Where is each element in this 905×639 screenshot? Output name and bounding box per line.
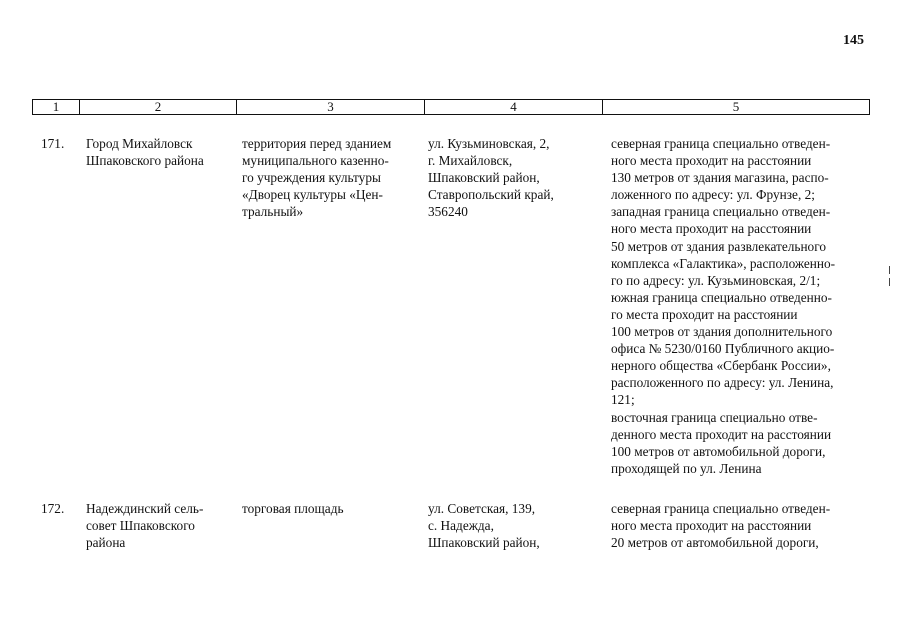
text-line: южная граница специально отведенно- [611, 289, 832, 305]
text-line: северная граница специально отведен- [611, 136, 831, 151]
row-number: 171. [41, 136, 65, 151]
text-line: тральный» [242, 204, 304, 220]
text-line: комплекса «Галактика», расположенно- [611, 255, 836, 271]
text-line: восточная граница специально отве- [611, 409, 818, 425]
text-line: Город Михайловск [86, 136, 193, 151]
text-line: Шпаковский район, [428, 170, 540, 186]
page-number: 145 [843, 33, 864, 48]
text-line: торговая площадь [242, 501, 344, 516]
text-line: ного места проходит на расстоянии [611, 153, 812, 169]
text-line: офиса № 5230/0160 Публичного акцио- [611, 341, 835, 357]
text-line: с. Надежда, [428, 518, 494, 534]
text-line: го учреждения культуры [242, 170, 381, 186]
header-col-4: 4 [425, 100, 603, 114]
text-line: района [86, 535, 126, 551]
header-col-1: 1 [33, 100, 80, 114]
scan-mark [889, 266, 890, 274]
boundaries-cell [611, 135, 867, 477]
text-line: го по адресу: ул. Кузьминовская, 2/1; [611, 272, 821, 288]
place-cell [242, 500, 417, 517]
text-line: 121; [611, 392, 635, 408]
locality-cell [86, 500, 231, 551]
text-line: Ставропольский край, [428, 187, 554, 203]
text-line: северная граница специально отведен- [611, 501, 831, 516]
text-line: западная граница специально отведен- [611, 204, 831, 220]
text-line: ул. Советская, 139, [428, 501, 536, 516]
locality-cell [86, 135, 231, 169]
text-line: совет Шпаковского [86, 518, 195, 534]
header-col-3: 3 [237, 100, 425, 114]
text-line: 100 метров от автомобильной дороги, [611, 443, 826, 459]
address-cell [428, 135, 598, 220]
text-line: го места проходит на расстоянии [611, 306, 798, 322]
text-line: Шпаковский район, [428, 535, 540, 551]
text-line: ного места проходит на расстоянии [611, 221, 812, 237]
text-line: 20 метров от автомобильной дороги, [611, 535, 819, 551]
text-line: ного места проходит на расстоянии [611, 518, 812, 534]
text-line: денного места проходит на расстоянии [611, 426, 832, 442]
text-line: проходящей по ул. Ленина [611, 460, 762, 476]
table-header [32, 99, 870, 115]
header-col-5: 5 [732, 99, 740, 114]
text-line: 130 метров от здания магазина, распо- [611, 170, 829, 186]
text-line: Надеждинский сель- [86, 501, 204, 516]
text-line: нерного общества «Сбербанк России», [611, 358, 831, 374]
text-line: ложенного по адресу: ул. Фрунзе, 2; [611, 187, 815, 203]
place-cell [242, 135, 417, 220]
text-line: муниципального казенно- [242, 153, 389, 169]
text-line: территория перед зданием [242, 136, 392, 151]
address-cell [428, 500, 598, 551]
scan-mark [889, 278, 890, 286]
text-line: 50 метров от здания развлекательного [611, 238, 826, 254]
text-line: г. Михайловск, [428, 153, 513, 169]
boundaries-cell [611, 500, 867, 551]
header-col-2: 2 [80, 100, 237, 114]
text-line: 356240 [428, 204, 468, 220]
row-number: 172. [41, 501, 65, 516]
text-line: «Дворец культуры «Цен- [242, 187, 383, 203]
text-line: Шпаковского района [86, 153, 204, 169]
text-line: 100 метров от здания дополнительного [611, 324, 833, 340]
text-line: ул. Кузьминовская, 2, [428, 136, 550, 151]
text-line: расположенного по адресу: ул. Ленина, [611, 375, 834, 391]
